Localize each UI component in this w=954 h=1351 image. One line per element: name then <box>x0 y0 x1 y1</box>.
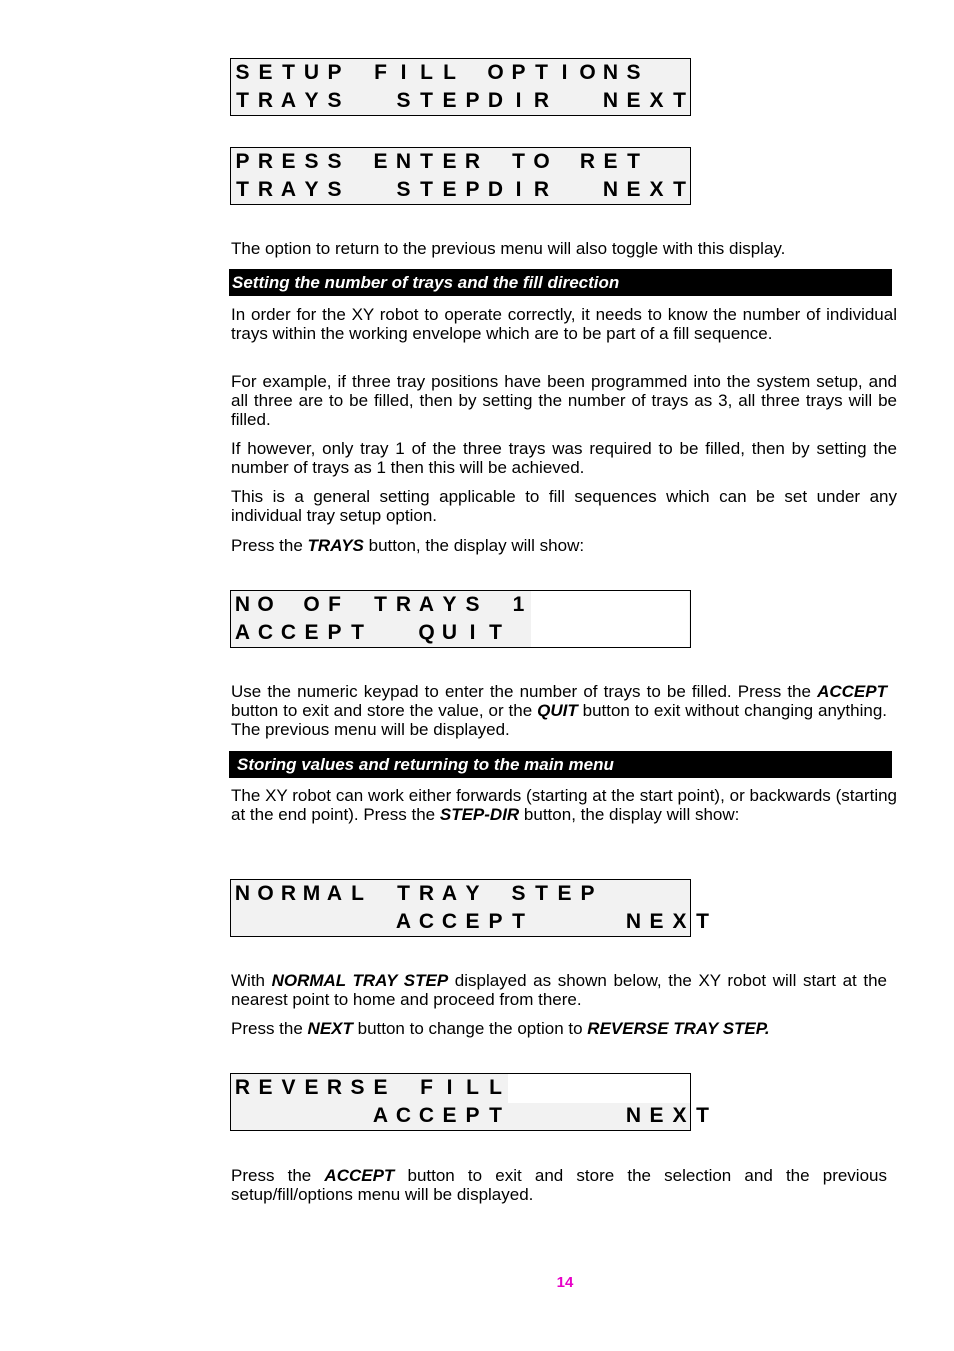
lcd-character: L <box>420 61 433 84</box>
lcd-character: R <box>533 89 550 112</box>
lcd-character: S <box>350 1076 365 1099</box>
lcd-character: F <box>420 1076 433 1099</box>
lcd-character: Q <box>418 621 435 644</box>
step-dir-button-label: STEP-DIR <box>439 805 520 824</box>
lcd-character: S <box>304 150 319 173</box>
lcd-character: O <box>303 593 320 616</box>
lcd-character: T <box>374 593 387 616</box>
lcd-character: T <box>696 910 709 933</box>
lcd-character: I <box>400 61 407 84</box>
text-run: With <box>231 971 272 990</box>
paragraph-press-trays <box>231 536 897 555</box>
lcd-character: Y <box>442 593 457 616</box>
lcd-character: C <box>395 1104 412 1127</box>
text-run: button to exit without changing anything. The previous menu will be displayed. <box>231 701 887 739</box>
lcd-character: A <box>372 1104 389 1127</box>
lcd-character: P <box>488 910 503 933</box>
text-run: displayed as shown below, the XY robot will start at the nearest point to home and proceed from there. <box>231 971 887 1009</box>
lcd-character: S <box>511 882 526 905</box>
paragraph-three-trays-example: For example, if three tray positions have been programmed into the system setup, and all three are to be filled, then by setting the number of trays as 3, all three trays will be filled. <box>231 372 897 429</box>
lcd-character: T <box>489 621 502 644</box>
lcd-character: P <box>235 150 250 173</box>
lcd-character: F <box>328 593 341 616</box>
accept-button-label: ACCEPT <box>817 682 887 701</box>
lcd-character: T <box>236 89 249 112</box>
paragraph-normal-tray-step <box>231 971 887 1009</box>
lcd-character: A <box>280 178 297 201</box>
paragraph-trays-intro: In order for the XY robot to operate correctly, it needs to know the number of individual trays within the working envelope which are to be part of a fill sequence. <box>231 305 897 343</box>
lcd-character: E <box>557 882 572 905</box>
lcd-character: Y <box>304 89 319 112</box>
lcd-line-1 <box>231 58 692 87</box>
lcd-character: A <box>441 882 458 905</box>
text-run: button to exit and store the selection and the previous setup/fill/options menu will be displayed. <box>231 1166 887 1204</box>
lcd-character: T <box>673 178 686 201</box>
lcd-character: L <box>351 882 364 905</box>
lcd-character: N <box>625 1104 642 1127</box>
lcd-character: T <box>673 89 686 112</box>
lcd-character: T <box>282 61 295 84</box>
lcd-character: T <box>420 150 433 173</box>
lcd-character: L <box>489 1076 502 1099</box>
lcd-character: P <box>580 882 595 905</box>
lcd-character: D <box>487 178 504 201</box>
lcd-character: N <box>602 61 619 84</box>
lcd-line-2 <box>231 86 692 115</box>
lcd-line-1 <box>231 590 692 619</box>
lcd-line-2 <box>231 1101 709 1130</box>
lcd-character: X <box>649 178 664 201</box>
lcd-character: R <box>464 150 481 173</box>
lcd-character: O <box>257 882 274 905</box>
lcd-character: T <box>489 1104 502 1127</box>
lcd-display-press-enter <box>230 147 691 205</box>
lcd-character: R <box>418 882 435 905</box>
lcd-character: E <box>465 910 480 933</box>
paragraph-numeric-keypad <box>231 682 887 739</box>
lcd-character: O <box>257 593 274 616</box>
lcd-character: R <box>280 882 297 905</box>
lcd-character: N <box>602 178 619 201</box>
paragraph-press-accept <box>231 1166 887 1204</box>
lcd-character: C <box>418 1104 435 1127</box>
lcd-character: A <box>418 593 435 616</box>
lcd-character: I <box>515 178 522 201</box>
lcd-character: R <box>579 150 596 173</box>
lcd-line-1 <box>231 147 692 176</box>
trays-button-label: TRAYS <box>307 536 364 555</box>
lcd-character: O <box>487 61 504 84</box>
lcd-character: T <box>351 621 364 644</box>
lcd-character: E <box>442 178 457 201</box>
lcd-character: T <box>397 882 410 905</box>
lcd-character: S <box>396 178 411 201</box>
lcd-character: C <box>257 621 274 644</box>
text-run: button, the display will show: <box>519 805 740 824</box>
lcd-character: U <box>303 61 320 84</box>
lcd-character: U <box>441 621 458 644</box>
lcd-character: P <box>327 61 342 84</box>
lcd-character: E <box>626 178 641 201</box>
text-run: The XY robot can work either forwards (starting at the start point), or backwards (starting at the end point). Press the <box>231 786 897 824</box>
lcd-character: P <box>465 178 480 201</box>
paragraph-single-tray-example: If however, only tray 1 of the three trays was required to be filled, then by setting the number of trays as 1 then this will be achieved. <box>231 439 897 477</box>
lcd-line-2 <box>231 907 709 936</box>
lcd-character: A <box>280 89 297 112</box>
lcd-character: D <box>487 89 504 112</box>
lcd-character: P <box>465 1104 480 1127</box>
paragraph-xy-direction <box>231 786 897 824</box>
lcd-character: X <box>672 910 687 933</box>
lcd-character: I <box>561 61 568 84</box>
lcd-character: S <box>327 150 342 173</box>
lcd-character: I <box>469 621 476 644</box>
section-heading-storing-values: Storing values and returning to the main menu <box>229 751 892 778</box>
lcd-display-normal-tray-step <box>230 879 709 937</box>
paragraph-general-setting: This is a general setting applicable to fill sequences which can be set under any individual tray setup option. <box>231 487 897 525</box>
lcd-character: T <box>420 89 433 112</box>
lcd-character: Y <box>465 882 480 905</box>
text-run: Use the numeric keypad to enter the number of trays to be filled. Press the <box>231 682 818 701</box>
lcd-character: F <box>374 61 387 84</box>
lcd-character: E <box>373 150 388 173</box>
lcd-character: T <box>627 150 640 173</box>
lcd-character: 1 <box>512 593 525 616</box>
lcd-line-2 <box>231 618 692 647</box>
lcd-character: T <box>512 910 525 933</box>
lcd-character: C <box>280 621 297 644</box>
lcd-character: X <box>649 89 664 112</box>
lcd-character: E <box>442 89 457 112</box>
lcd-character: S <box>626 61 641 84</box>
accept-button-label: ACCEPT <box>324 1166 395 1185</box>
normal-tray-step-label: NORMAL TRAY STEP <box>271 971 449 990</box>
paragraph-press-next <box>231 1019 897 1038</box>
lcd-character: E <box>442 1104 457 1127</box>
lcd-character: N <box>234 882 251 905</box>
lcd-character: C <box>441 910 458 933</box>
lcd-character: T <box>535 61 548 84</box>
lcd-character: T <box>420 178 433 201</box>
lcd-character: S <box>465 593 480 616</box>
lcd-character: R <box>326 1076 343 1099</box>
lcd-character: I <box>446 1076 453 1099</box>
lcd-character: E <box>626 89 641 112</box>
lcd-character: T <box>696 1104 709 1127</box>
text-run: button to change the option to <box>352 1019 588 1038</box>
toggle-note: The option to return to the previous menu will also toggle with this display. <box>231 239 786 258</box>
text-run: button to exit and store the value, or the <box>231 701 538 720</box>
lcd-character: M <box>302 882 321 905</box>
lcd-character: T <box>512 150 525 173</box>
lcd-character: N <box>602 89 619 112</box>
lcd-character: X <box>672 1104 687 1127</box>
lcd-character: E <box>258 1076 273 1099</box>
quit-button-label: QUIT <box>537 701 578 720</box>
lcd-character: S <box>396 89 411 112</box>
lcd-character: S <box>327 89 342 112</box>
lcd-display-setup-fill-options <box>230 58 691 116</box>
lcd-character: E <box>281 150 296 173</box>
reverse-tray-step-label: REVERSE TRAY STEP. <box>587 1019 770 1038</box>
lcd-character: E <box>442 150 457 173</box>
lcd-character: C <box>418 910 435 933</box>
lcd-display-no-of-trays <box>230 590 691 648</box>
lcd-character: A <box>234 621 251 644</box>
lcd-character: N <box>395 150 412 173</box>
lcd-character: T <box>236 178 249 201</box>
text-run: button, the display will show: <box>363 536 585 555</box>
lcd-character: R <box>395 593 412 616</box>
lcd-line-2 <box>231 175 692 204</box>
lcd-character: N <box>234 593 251 616</box>
lcd-character: R <box>257 89 274 112</box>
lcd-line-1 <box>231 1073 692 1102</box>
lcd-character: R <box>257 150 274 173</box>
lcd-character: V <box>281 1076 296 1099</box>
lcd-character: P <box>465 89 480 112</box>
lcd-character: O <box>533 150 550 173</box>
lcd-character: I <box>515 89 522 112</box>
lcd-character: E <box>603 150 618 173</box>
lcd-character: Y <box>304 178 319 201</box>
lcd-character: L <box>443 61 456 84</box>
lcd-character: E <box>304 621 319 644</box>
lcd-character: S <box>327 178 342 201</box>
lcd-character: L <box>466 1076 479 1099</box>
lcd-character: R <box>533 178 550 201</box>
lcd-line-1 <box>231 879 692 908</box>
next-button-label: NEXT <box>307 1019 353 1038</box>
lcd-character: S <box>235 61 250 84</box>
lcd-character: O <box>579 61 596 84</box>
lcd-character: A <box>395 910 412 933</box>
lcd-display-reverse-fill <box>230 1073 709 1131</box>
lcd-character: R <box>234 1076 251 1099</box>
text-run: Press the <box>231 1166 325 1185</box>
lcd-character: E <box>373 1076 388 1099</box>
lcd-character: P <box>511 61 526 84</box>
lcd-character: E <box>258 61 273 84</box>
text-run: Press the <box>231 536 308 555</box>
lcd-character: T <box>535 882 548 905</box>
lcd-character: E <box>649 1104 664 1127</box>
lcd-character: E <box>304 1076 319 1099</box>
lcd-character: A <box>326 882 343 905</box>
section-heading-trays-fill-direction: Setting the number of trays and the fill direction <box>229 269 892 296</box>
text-run: Press the <box>231 1019 308 1038</box>
page-number: 14 <box>556 1274 574 1291</box>
lcd-character: E <box>649 910 664 933</box>
lcd-character: R <box>257 178 274 201</box>
lcd-character: N <box>625 910 642 933</box>
lcd-character: P <box>327 621 342 644</box>
